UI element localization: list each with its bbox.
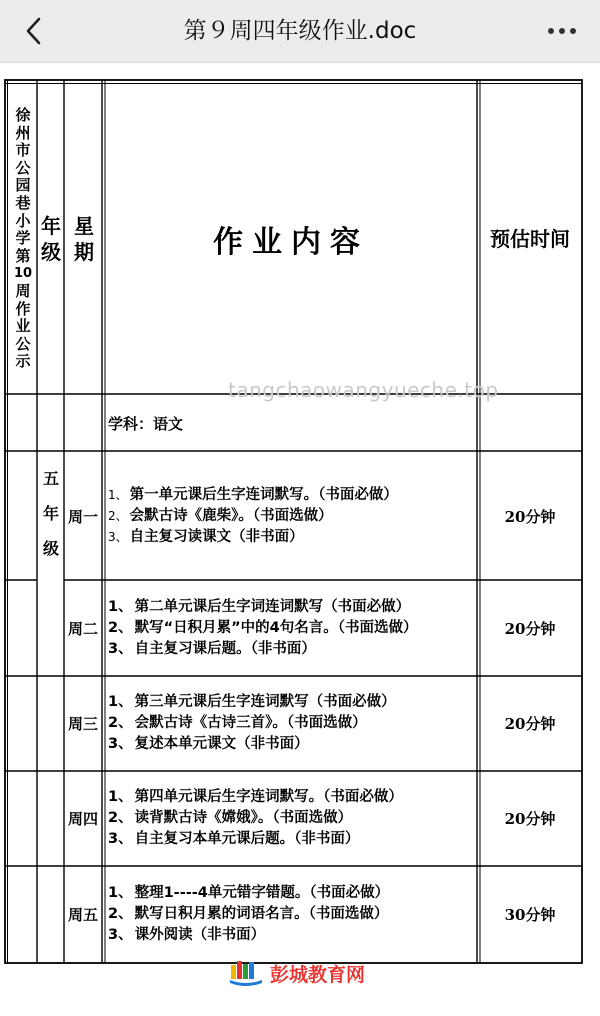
- task-line: [108, 734, 478, 755]
- book-logo-icon: [228, 959, 264, 987]
- content-wednesday: [106, 678, 478, 769]
- day-wednesday: 周三: [67, 715, 98, 733]
- task-number: 1、: [108, 694, 133, 710]
- task-text: 默写日积月累的词语名言。（书面选做）: [134, 906, 389, 922]
- task-number: 3、: [108, 736, 133, 752]
- task-line: [108, 883, 478, 904]
- task-number: 3、: [108, 640, 133, 657]
- document-title: 第９周四年级作业.doc: [183, 18, 417, 44]
- notice-title-char: 第: [15, 246, 31, 265]
- task-number: 3、: [108, 927, 133, 943]
- notice-title-char: 学: [15, 229, 31, 248]
- time-tuesday: 20分钟: [504, 619, 556, 638]
- site-logo: [228, 958, 365, 988]
- grade-char: 五: [42, 468, 59, 488]
- task-number: 1、: [108, 885, 133, 901]
- task-text: 自主复习本单元课后题。（非书面）: [134, 831, 360, 847]
- task-line: [108, 808, 478, 829]
- task-line: [108, 485, 478, 506]
- notice-title-char: 州: [15, 123, 31, 142]
- task-text: 会默古诗《古诗三首》。（书面选做）: [134, 715, 367, 731]
- task-text: 第一单元课后生字连词默写。（书面必做）: [129, 486, 398, 503]
- content-monday: [106, 454, 478, 578]
- task-number: 2、: [108, 810, 133, 826]
- notice-title-char: 巷: [15, 194, 31, 213]
- task-text: 读背默古诗《嫦娥》。（书面选做）: [134, 810, 353, 826]
- grade-char: 级: [42, 538, 59, 558]
- weekday-header: [66, 86, 102, 392]
- task-line: [108, 787, 478, 808]
- task-line: [108, 692, 478, 713]
- time-wednesday: 20分钟: [504, 715, 556, 733]
- notice-title-char: 周: [15, 281, 31, 300]
- logo-text: 彭城教育网: [270, 963, 366, 986]
- task-line: [108, 713, 478, 734]
- task-number: 1、: [108, 487, 128, 502]
- notice-title-char: 公: [15, 158, 31, 177]
- task-line: [108, 618, 478, 639]
- notice-title-char: 园: [15, 176, 31, 195]
- task-line: [108, 527, 478, 548]
- content-tuesday: [106, 582, 478, 674]
- task-number: 2、: [108, 906, 133, 922]
- task-text: 第四单元课后生字连词默写。（书面必做）: [134, 789, 403, 805]
- weekday-header-text: 星期: [74, 214, 94, 264]
- task-line: [108, 829, 478, 850]
- task-line: [108, 639, 478, 660]
- time-header: 预估时间: [490, 227, 570, 251]
- task-line: [108, 925, 478, 946]
- grade-header-text: 年级: [41, 214, 61, 264]
- task-text: 复述本单元课文（非书面）: [134, 736, 309, 752]
- task-text: 会默古诗《鹿柴》。（书面选做）: [129, 507, 333, 524]
- notice-title-char: 公: [15, 334, 31, 353]
- subject-label: 学科：语文: [108, 414, 184, 433]
- content-header: 作业内容: [213, 225, 369, 260]
- task-number: 1、: [108, 789, 133, 805]
- task-number: 2、: [108, 715, 133, 731]
- task-line: [108, 904, 478, 925]
- day-tuesday: 周二: [67, 619, 98, 638]
- task-number: 3、: [108, 831, 133, 847]
- time-thursday: 20分钟: [504, 810, 556, 828]
- task-text: 默写“日积月累”中的4句名言。（书面选做）: [134, 619, 418, 636]
- task-number: 3、: [108, 529, 128, 544]
- task-text: 课外阅读（非书面）: [134, 927, 266, 943]
- grade-header: [38, 86, 64, 392]
- day-monday: 周一: [67, 507, 98, 526]
- content-friday: [106, 868, 478, 961]
- notice-title-char: 徐: [15, 106, 31, 125]
- notice-title-char: 示: [15, 352, 31, 371]
- time-friday: 30分钟: [504, 906, 556, 924]
- notice-title-char: 10: [13, 266, 33, 282]
- grade-label: [38, 454, 64, 578]
- task-number: 2、: [108, 508, 128, 523]
- day-thursday: 周四: [67, 810, 98, 828]
- task-text: 第三单元课后生字连词默写（书面必做）: [134, 694, 396, 710]
- content-thursday: [106, 773, 478, 864]
- task-line: [108, 506, 478, 527]
- task-line: [108, 597, 478, 618]
- watermark: tangchaowangyueche.top: [228, 378, 499, 402]
- time-monday: 20分钟: [504, 507, 556, 526]
- task-text: 自主复习读课文（非书面）: [129, 528, 304, 545]
- task-text: 第二单元课后生字词连词默写（书面必做）: [134, 598, 411, 615]
- task-number: 1、: [108, 598, 133, 615]
- notice-title-char: 作: [15, 299, 31, 318]
- notice-title-char: 小: [15, 211, 31, 230]
- task-number: 2、: [108, 619, 133, 636]
- day-friday: 周五: [67, 906, 98, 924]
- notice-title-char: 业: [15, 317, 31, 336]
- school-notice-title: [10, 86, 36, 392]
- task-text: 整理1----4单元错字错题。（书面必做）: [134, 885, 390, 901]
- task-text: 自主复习课后题。（非书面）: [134, 640, 316, 657]
- grade-char: 年: [42, 503, 59, 523]
- notice-title-char: 市: [15, 141, 31, 160]
